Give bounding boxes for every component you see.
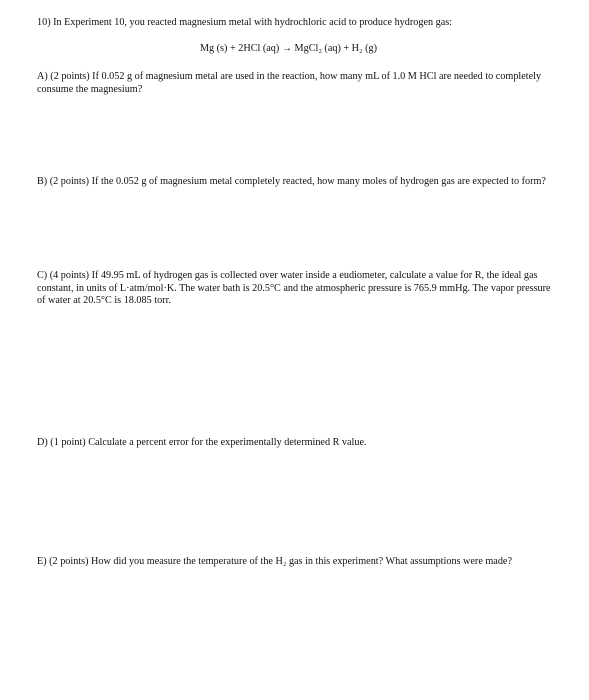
question-b-text: B) (2 points) If the 0.052 g of magnesium metal completely reacted, how many moles of hydrogen gas are expected to form? [37, 176, 546, 187]
problem-intro [37, 16, 557, 29]
question-d [37, 437, 553, 450]
chemical-equation [0, 42, 589, 55]
chemical-equation-text: Mg (s) + 2HCl (aq) → MgCl₂ (aq) + H₂ (g) [199, 43, 378, 54]
problem-intro-text: 10) In Experiment 10, you reacted magnesium metal with hydrochloric acid to produce hydrogen gas: [37, 17, 453, 28]
question-c-text: C) (4 points) If 49.95 mL of hydrogen gas is collected over water inside a eudiometer, calculate a value for R, the ideal gas constant, in units of L·atm/mol·K. The water bath is 20.5°C and the atmospheric pressure is 765.9 mmHg. The vapor pressure of water at 20.5°C is 18.085 torr. [37, 270, 551, 307]
question-c [37, 270, 553, 308]
question-e [37, 556, 553, 569]
question-a-text: A) (2 points) If 0.052 g of magnesium metal are used in the reaction, how many mL of 1.0 M HCl are needed to completely consume the magnesium? [37, 71, 542, 95]
question-b [37, 176, 553, 189]
question-a [37, 71, 553, 96]
question-e-text: E) (2 points) How did you measure the temperature of the H₂ gas in this experiment? What assumptions were made? [37, 556, 512, 567]
question-d-text: D) (1 point) Calculate a percent error for the experimentally determined R value. [37, 437, 367, 448]
